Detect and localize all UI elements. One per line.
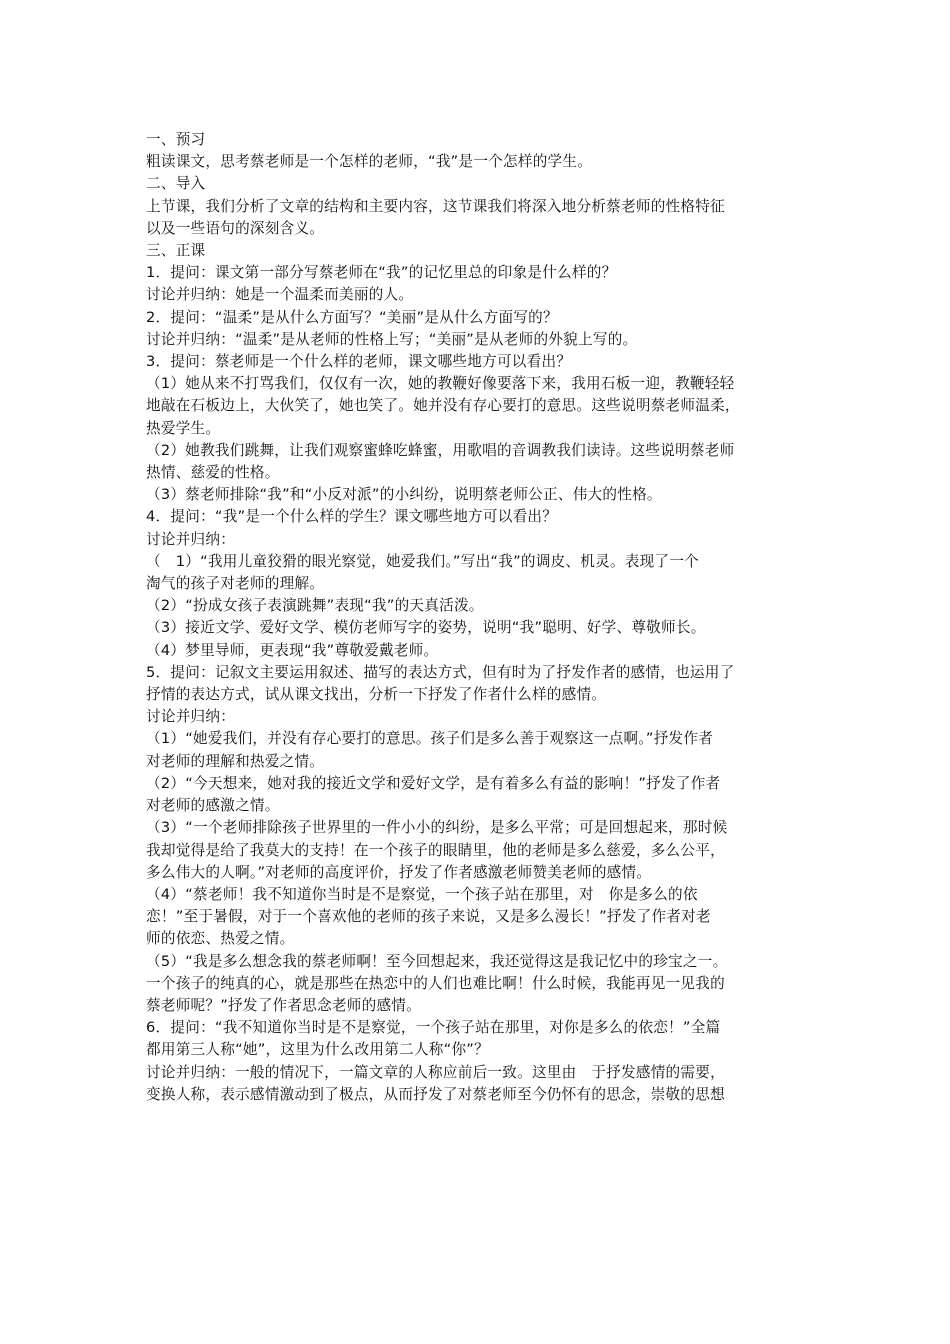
answer-line: 我却觉得是给了我莫大的支持！在一个孩子的眼睛里，他的老师是多么慈爱，多么公平， (146, 841, 725, 859)
answer-line: 地敲在石板边上，大伙笑了，她也笑了。她并没有存心要打的意思。这些说明蔡老师温柔， (146, 397, 740, 415)
document-body (146, 129, 816, 1106)
answer-line: （ 1）“我用儿童狡猾的眼光察觉，她爱我们。”写出“我”的调皮、机灵。表现了一个 (146, 552, 700, 570)
question-line: 6．提问：“我不知道你当时是不是察觉，一个孩子站在那里，对你是多么的依恋！”全篇 (146, 1019, 721, 1037)
answer-line: （3）接近文学、爱好文学、模仿老师写字的姿势，说明“我”聪明、好学、尊敬师长。 (146, 619, 706, 637)
question-line: 1．提问：课文第一部分写蔡老师在“我”的记忆里总的印象是什么样的？ (146, 264, 617, 282)
question-line: 都用第三人称“她”，这里为什么改用第二人称“你”？ (146, 1041, 489, 1059)
answer-line: （3）“一个老师排除孩子世界里的一件小小的纠纷，是多么平常；可是回想起来，那时候 (146, 819, 728, 837)
question-line: 2．提问：“温柔”是从什么方面写？“美丽”是从什么方面写的？ (146, 308, 558, 326)
question-line: 抒情的表达方式，试从课文找出，分析一下抒发了作者什么样的感情。 (146, 686, 607, 704)
answer-line: 淘气的孩子对老师的理解。 (146, 575, 325, 593)
answer-line: 讨论并归纳： (146, 708, 236, 726)
answer-line: （3）蔡老师排除“我”和“小反对派”的小纠纷，说明蔡老师公正、伟大的性格。 (146, 486, 662, 504)
answer-line: 师的依恋、热爱之情。 (146, 930, 295, 948)
answer-line: 恋！”至于暑假，对于一个喜欢他的老师的孩子来说，又是多么漫长！”抒发了作者对老 (146, 908, 711, 926)
answer-line: 多么伟大的人啊。”对老师的高度评价，抒发了作者感激老师赞美老师的感情。 (146, 863, 652, 881)
answer-line: 讨论并归纳：一般的情况下，一篇文章的人称应前后一致。这里由 于抒发感情的需要， (146, 1063, 725, 1081)
answer-line: 热爱学生。 (146, 419, 221, 437)
question-line: 4．提问：“我”是一个什么样的学生？课文哪些地方可以看出？ (146, 508, 558, 526)
answer-line: （2）“扮成女孩子表演跳舞”表现“我”的天真活泼。 (146, 597, 484, 615)
answer-line: （1）她从来不打骂我们，仅仅有一次，她的教鞭好像要落下来，我用石板一迎，教鞭轻轻 (146, 375, 735, 393)
answer-line: 对老师的理解和热爱之情。 (146, 752, 325, 770)
answer-line: （4）“蔡老师！我不知道你当时是不是察觉，一个孩子站在那里，对 你是多么的依 (146, 885, 698, 903)
answer-line: （2）“今天想来，她对我的接近文学和爱好文学，是有着多么有益的影响！”抒发了作者 (146, 774, 721, 792)
paragraph-line: 上节课，我们分析了文章的结构和主要内容，这节课我们将深入地分析蔡老师的性格特征 (146, 197, 725, 215)
question-line: 3．提问：蔡老师是一个什么样的老师，课文哪些地方可以看出？ (146, 353, 572, 371)
answer-line: （2）她教我们跳舞，让我们观察蜜蜂吃蜂蜜，用歌唱的音调教我们读诗。这些说明蔡老师 (146, 441, 735, 459)
answer-line: 蔡老师呢？”抒发了作者思念老师的感情。 (146, 996, 421, 1014)
answer-line: 讨论并归纳：她是一个温柔而美丽的人。 (146, 286, 414, 304)
answer-line: （5）“我是多么想念我的蔡老师啊！至今回想起来，我还觉得这是我记忆中的珍宝之一。 (146, 952, 728, 970)
paragraph-line: 粗读课文，思考蔡老师是一个怎样的老师，“我”是一个怎样的学生。 (146, 153, 593, 171)
section-heading-preview: 一、预习 (146, 131, 206, 148)
question-line: 5．提问：记叙文主要运用叙述、描写的表达方式，但有时为了抒发作者的感情，也运用了 (146, 663, 735, 681)
paragraph-line: 以及一些语句的深刻含义。 (146, 219, 325, 237)
answer-line: 变换人称，表示感情激动到了极点，从而抒发了对蔡老师至今仍怀有的思念，崇敬的思想 (146, 1085, 725, 1103)
answer-line: 讨论并归纳：“温柔”是从老师的性格上写；“美丽”是从老师的外貌上写的。 (146, 330, 638, 348)
answer-line: 一个孩子的纯真的心，就是那些在热恋中的人们也难比啊！什么时候，我能再见一见我的 (146, 974, 725, 992)
answer-line: （1）“她爱我们，并没有存心要打的意思。孩子们是多么善于观察这一点啊。”抒发作者 (146, 730, 714, 748)
answer-line: 对老师的感激之情。 (146, 797, 280, 815)
answer-line: （4）梦里导师，更表现“我”尊敬爱戴老师。 (146, 641, 439, 659)
section-heading-intro: 二、导入 (146, 175, 206, 193)
section-heading-lesson: 三、正课 (146, 242, 206, 260)
answer-line: 热情、慈爱的性格。 (146, 464, 280, 482)
answer-line: 讨论并归纳： (146, 530, 236, 548)
